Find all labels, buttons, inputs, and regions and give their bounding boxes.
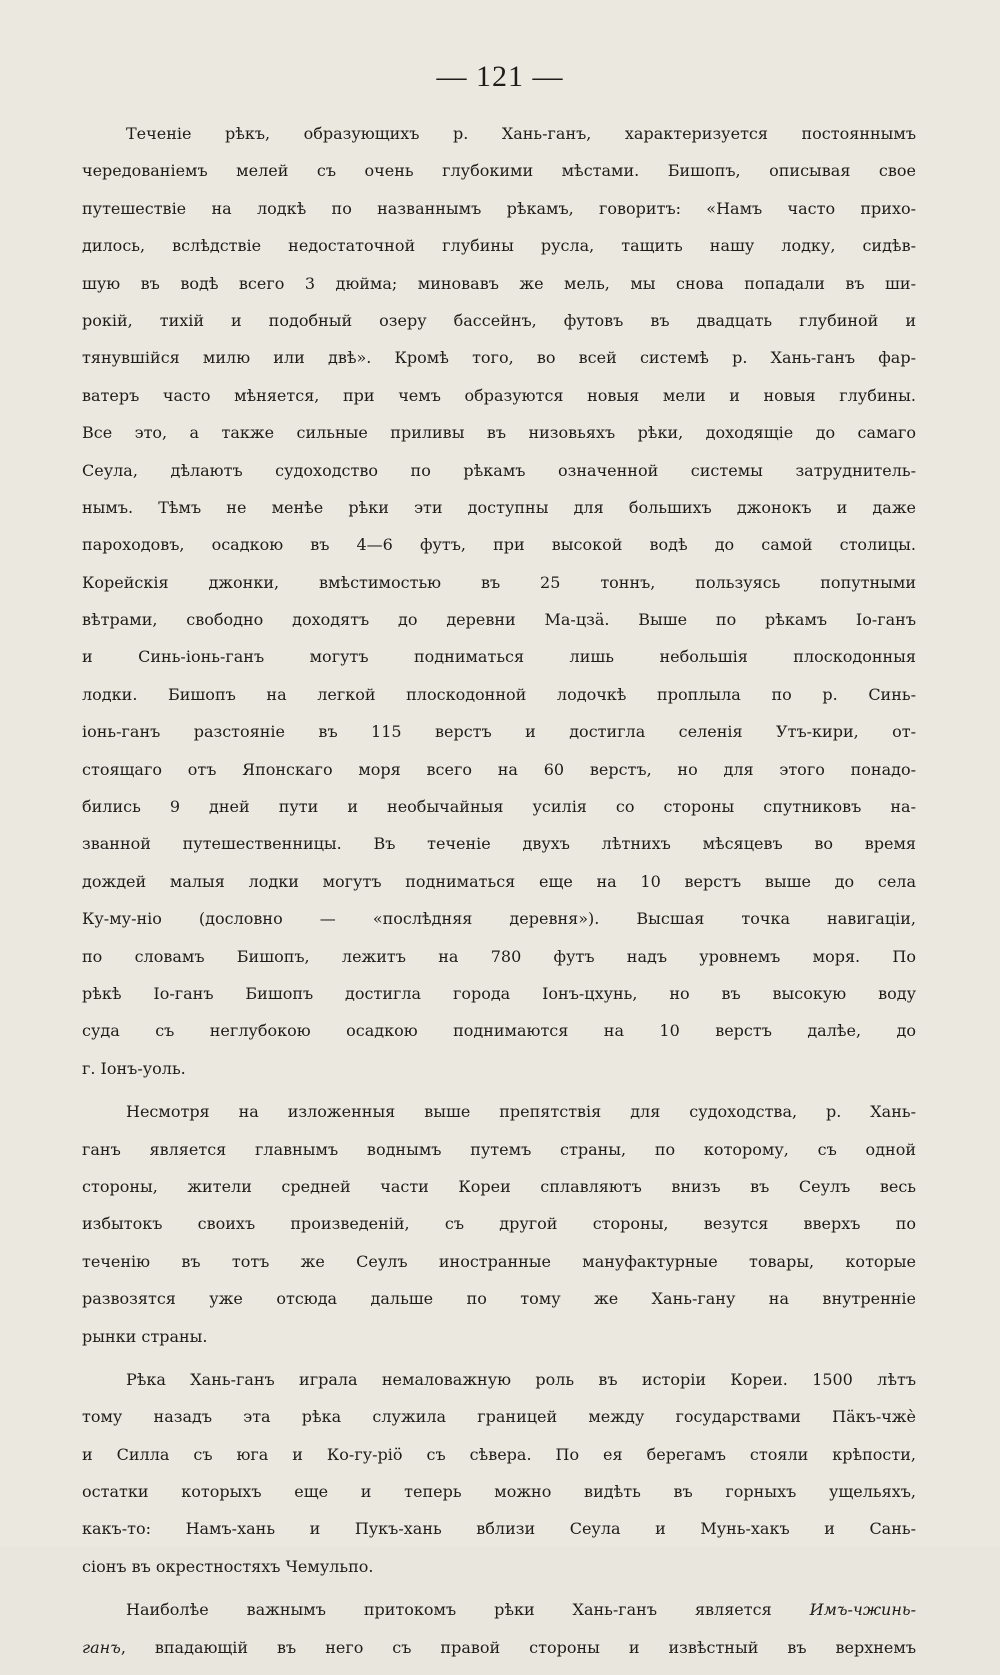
text-line: и Синь-іонь-ганъ могутъ подниматься лишь небольшія плоскодонныя xyxy=(82,647,916,667)
text-line: стоящаго отъ Японскаго моря всего на 60 верстъ, но для этого понадо- xyxy=(82,759,916,779)
text-line: Корейскія джонки, вмѣстимостью въ 25 тоннъ, пользуясь попутными xyxy=(82,572,916,592)
body-text xyxy=(82,124,916,1675)
text-line: ватеръ часто мѣняется, при чемъ образуются новыя мели и новыя глубины. xyxy=(82,385,916,405)
text-line: и Силла съ юга и Ко-гу-ріö съ сѣвера. По ея берегамъ стояли крѣпости, xyxy=(82,1444,916,1464)
text-line: пароходовъ, осадкою въ 4—6 футъ, при высокой водѣ до самой столицы. xyxy=(82,535,916,555)
text-line: дилось, вслѣдствіе недостаточной глубины русла, тащить нашу лодку, сидѣв- xyxy=(82,236,916,256)
text-span: , впадающій въ него съ правой стороны и извѣстный въ верхнемъ xyxy=(120,1637,916,1657)
text-line: Теченіе рѣкъ, образующихъ р. Хань-ганъ, характеризуется постояннымъ xyxy=(126,124,916,143)
paragraph-4 xyxy=(82,1600,916,1675)
text-line: г. Іонъ-уоль. xyxy=(82,1058,186,1078)
page-number: — 121 — xyxy=(436,60,564,93)
text-line: избытокъ своихъ произведеній, съ другой стороны, везутся вверхъ по xyxy=(82,1214,916,1234)
paragraph-1 xyxy=(82,124,916,1096)
paragraph-2 xyxy=(82,1102,916,1364)
text-line: Рѣка Хань-ганъ играла немаловажную роль въ исторіи Кореи. 1500 лѣтъ xyxy=(126,1369,916,1389)
text-line: путешествіе на лодкѣ по названнымъ рѣкамъ, говоритъ: «Намъ часто прихо- xyxy=(82,198,916,218)
text-line: теченію въ тотъ же Сеулъ иностранные мануфактурные товары, которые xyxy=(82,1251,916,1271)
river-name-italic: Имъ-чжинь- xyxy=(809,1600,916,1620)
text-line: тому назадъ эта рѣка служила границей между государствами Пäкъ-чжѐ xyxy=(82,1407,916,1427)
text-line: Все это, а также сильные приливы въ низовьяхъ рѣки, доходящіе до самаго xyxy=(82,423,916,443)
text-line: рѣкѣ Іо-ганъ Бишопъ достигла города Іонъ-цхунь, но въ высокую воду xyxy=(82,983,916,1003)
text-line xyxy=(82,1638,916,1675)
text-line: нымъ. Тѣмъ не менѣе рѣки эти доступны для большихъ джонокъ и даже xyxy=(82,497,916,517)
text-line xyxy=(82,1600,916,1637)
text-line: развозятся уже отсюда дальше по тому же Хань-гану на внутренніе xyxy=(82,1289,916,1309)
text-line: вѣтрами, свободно доходятъ до деревни Ма-цзä. Выше по рѣкамъ Іо-ганъ xyxy=(82,610,916,630)
river-name-italic: ганъ xyxy=(82,1637,121,1657)
text-line: дождей малыя лодки могутъ подниматься еще на 10 верстъ выше до села xyxy=(82,871,916,891)
text-line: лодки. Бишопъ на легкой плоскодонной лодочкѣ проплыла по р. Синь- xyxy=(82,684,916,704)
text-line: ганъ является главнымъ воднымъ путемъ страны, по которому, съ одной xyxy=(82,1139,916,1159)
text-line: сіонъ въ окрестностяхъ Чемульпо. xyxy=(82,1556,374,1576)
text-line: чередованіемъ мелей съ очень глубокими мѣстами. Бишопъ, описывая свое xyxy=(82,161,916,181)
text-line: Несмотря на изложенныя выше препятствія для судоходства, р. Хань- xyxy=(126,1102,916,1122)
text-line: шую въ водѣ всего 3 дюйма; миновавъ же мель, мы снова попадали въ ши- xyxy=(82,273,916,293)
paragraph-3 xyxy=(82,1370,916,1594)
text-line: Ку-му-ніо (дословно — «послѣдняя деревня»). Высшая точка навигаціи, xyxy=(82,909,916,929)
text-span: Наиболѣе важнымъ притокомъ рѣки Хань-ганъ является xyxy=(126,1600,810,1620)
text-line: рокій, тихій и подобный озеру бассейнъ, футовъ въ двадцать глубиной и xyxy=(82,310,916,330)
text-line: бились 9 дней пути и необычайныя усилія со стороны спутниковъ на- xyxy=(82,797,916,817)
text-line: какъ-то: Намъ-хань и Пукъ-хань вблизи Сеула и Мунь-хакъ и Сань- xyxy=(82,1519,916,1539)
text-line: остатки которыхъ еще и теперь можно видѣть въ горныхъ ущельяхъ, xyxy=(82,1482,916,1502)
text-line: іонь-ганъ разстояніе въ 115 верстъ и достигла селенія Утъ-кири, от- xyxy=(82,722,916,742)
text-line: по словамъ Бишопъ, лежитъ на 780 футъ надъ уровнемъ моря. По xyxy=(82,946,916,966)
text-line: Сеула, дѣлаютъ судоходство по рѣкамъ означенной системы затруднитель- xyxy=(82,460,916,480)
text-line: рынки страны. xyxy=(82,1326,208,1346)
text-line: стороны, жители средней части Кореи сплавляютъ внизъ въ Сеулъ весь xyxy=(82,1176,916,1196)
text-line: суда съ неглубокою осадкою поднимаются на 10 верстъ далѣе, до xyxy=(82,1021,916,1041)
text-line: званной путешественницы. Въ теченіе двухъ лѣтнихъ мѣсяцевъ во время xyxy=(82,834,916,854)
text-line: тянувшійся милю или двѣ». Кромѣ того, во всей системѣ р. Хань-ганъ фар- xyxy=(82,348,916,368)
